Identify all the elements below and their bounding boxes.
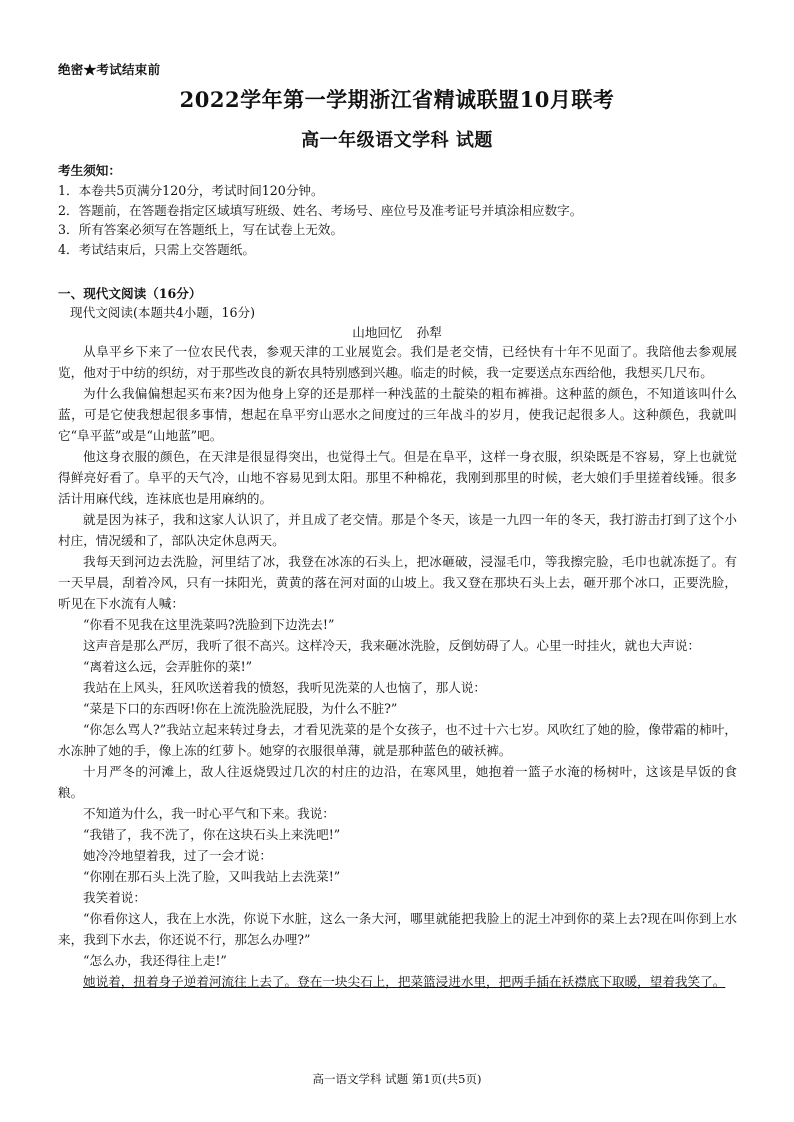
paragraph: “离着这么远，会弄脏你的菜!”: [83, 659, 253, 674]
passage-title: 山地回忆: [352, 325, 403, 340]
paragraph: 我每天到河边去洗脸，河里结了冰，我登在冰冻的石头上，把冰砸破，浸湿毛巾，等我擦完脸，毛巾也就冻挺了。有一天早晨，刮着冷风，只有一抹阳光，黄黄的落在河对面的山坡上。我又登在那块石头上去，砸开那个冰口，正要洗脸，听见在下水流有人喊：: [58, 554, 737, 611]
notice-item: 1．本卷共5页满分120分，考试时间120分钟。: [58, 183, 324, 198]
notice-item: 2．答题前，在答题卷指定区域填写班级、姓名、考场号、座位号及准考证号并填涂相应数字。: [58, 202, 583, 218]
paragraph: “你看你这人，我在上水洗，你说下水脏，这么一条大河，哪里就能把我脸上的泥土冲到你的菜上去?现在叫你到上水来，我到下水去，你还说不行，那怎么办哩?”: [58, 911, 737, 947]
paragraph: 他这身衣服的颜色，在天津是很显得突出，也觉得土气。但是在阜平，这样一身衣服，织染既是不容易，穿上也就觉得鲜亮好看了。阜平的天气冷，山地不容易见到太阳。那里不种棉花，我刚到那里的时候，老大娘们手里搓着线锤。很多活计用麻代线，连袜底也是用麻纳的。: [58, 449, 737, 506]
paragraph: 就是因为袜子，我和这家人认识了，并且成了老交情。那是个冬天，该是一九四一年的冬天，我打游击打到了这个小村庄，情况缓和了，部队决定休息两天。: [58, 512, 737, 548]
paragraph: “怎么办，我还得往上走!”: [83, 953, 227, 968]
paragraph: 我站在上风头，狂风吹送着我的愤怒，我听见洗菜的人也恼了，那人说：: [83, 680, 486, 695]
underlined-paragraph: 她说着，扭着身子逆着河流往上去了。登在一块尖石上，把菜篮浸进水里，把两手插在袄襟底下取暖，望着我笑了。: [83, 974, 726, 989]
page-footer: 高一语文学科 试题 第1页(共5页): [312, 1072, 482, 1086]
confidential-label: 绝密★考试结束前: [58, 62, 161, 77]
passage-title-line: [0, 322, 794, 341]
passage-author: 孙犁: [416, 325, 442, 340]
paragraph: 为什么我偏偏想起买布来?因为他身上穿的还是那样一种浅蓝的土靛染的粗布裤褂。这种蓝的颜色，不知道该叫什么蓝，可是它使我想起很多事情，想起在阜平穷山恶水之间度过的三年战斗的岁月，使我记起很多人。这种颜色，我就叫它“阜平蓝”或是“山地蓝”吧。: [58, 386, 737, 443]
notice-heading: 考生须知：: [58, 163, 121, 178]
paragraph: 她冷冷地望着我，过了一会才说：: [83, 848, 272, 863]
section-heading: 一、现代文阅读（16分）: [58, 286, 202, 301]
paragraph: “你刚在那石头上洗了脸，又叫我站上去洗菜!”: [83, 869, 341, 884]
paragraph: “菜是下口的东西呀!你在上流洗脸洗屁股，为什么不脏?”: [83, 701, 398, 716]
paragraph: 不知道为什么，我一时心平气和下来。我说：: [83, 806, 335, 821]
paragraph: 我笑着说：: [83, 890, 146, 905]
exam-subtitle: 高一年级语文学科 试题: [301, 130, 493, 151]
notice-item: 4．考试结束后，只需上交答题纸。: [58, 241, 255, 257]
paragraph: 十月严冬的河滩上，敌人往返烧毁过几次的村庄的边沿，在寒风里，她抱着一篮子水淹的杨树叶，这该是早饭的食粮。: [58, 764, 737, 800]
paragraph: 从阜平乡下来了一位农民代表，参观天津的工业展览会。我们是老交情，已经快有十年不见面了。我陪他去参观展览，他对于中纺的织纺，对于那些改良的新农具特别感到兴趣。临走的时候，我一定要送点东西给他，我想买几尺布。: [58, 344, 737, 380]
paragraph: “你怎么骂人?”我站立起来转过身去，才看见洗菜的是个女孩子，也不过十六七岁。风吹红了她的脸，像带霜的柿叶，水冻肿了她的手，像上冻的红萝卜。她穿的衣服很单薄，就是那种蓝色的破袄裤。: [58, 722, 737, 758]
passage-body: [58, 341, 737, 992]
paragraph: “你看不见我在这里洗菜吗?洗脸到下边洗去!”: [83, 617, 335, 632]
section-intro: 现代文阅读(本题共4小题，16分): [70, 305, 255, 320]
exam-title: 2022学年第一学期浙江省精诚联盟10月联考: [179, 87, 615, 112]
notice-item: 3．所有答案必须写在答题纸上，写在试卷上无效。: [58, 222, 344, 237]
notice-list: [58, 181, 748, 259]
paragraph: “我错了，我不洗了，你在这块石头上来洗吧!”: [83, 827, 341, 842]
paragraph: 这声音是那么严厉，我听了很不高兴。这样冷天，我来砸冰洗脸，反倒妨碍了人。心里一时挂火，就也大声说：: [83, 638, 701, 653]
